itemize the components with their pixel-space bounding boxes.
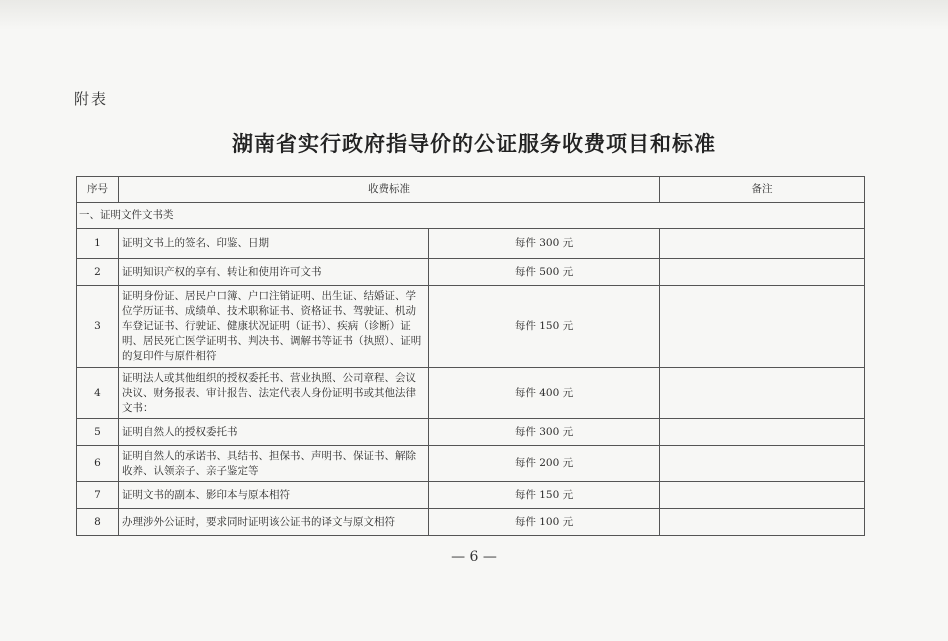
table-row	[77, 368, 865, 419]
header-standard: 收费标准	[119, 177, 660, 203]
row-number: 2	[77, 259, 119, 286]
row-number: 6	[77, 446, 119, 482]
header-remark: 备注	[660, 177, 865, 203]
header-seq: 序号	[77, 177, 119, 203]
table-row	[77, 229, 865, 259]
row-fee: 每件 150 元	[429, 286, 660, 368]
row-remark	[660, 229, 865, 259]
document-title: 湖南省实行政府指导价的公证服务收费项目和标准	[232, 131, 716, 156]
row-number: 5	[77, 419, 119, 446]
row-number: 4	[77, 368, 119, 419]
table-row	[77, 259, 865, 286]
appendix-label: 附表	[74, 90, 109, 108]
row-fee: 每件 500 元	[429, 259, 660, 286]
row-item: 办理涉外公证时，要求同时证明该公证书的译文与原文相符	[119, 509, 429, 536]
row-item: 证明文书的副本、影印本与原本相符	[119, 482, 429, 509]
table-row	[77, 446, 865, 482]
row-remark	[660, 482, 865, 509]
row-fee: 每件 200 元	[429, 446, 660, 482]
row-fee: 每件 100 元	[429, 509, 660, 536]
row-remark	[660, 286, 865, 368]
row-number: 1	[77, 229, 119, 259]
row-fee: 每件 300 元	[429, 419, 660, 446]
table-row	[77, 419, 865, 446]
row-item: 证明文书上的签名、印鉴、日期	[119, 229, 429, 259]
row-remark	[660, 509, 865, 536]
row-number: 7	[77, 482, 119, 509]
row-item: 证明法人或其他组织的授权委托书、营业执照、公司章程、会议决议、财务报表、审计报告、法定代表人身份证明书或其他法律文书：	[119, 368, 429, 419]
row-remark	[660, 419, 865, 446]
fee-table	[76, 176, 865, 536]
row-item: 证明知识产权的享有、转让和使用许可文书	[119, 259, 429, 286]
row-fee: 每件 400 元	[429, 368, 660, 419]
table-header-row	[77, 177, 865, 203]
row-item: 证明自然人的承诺书、具结书、担保书、声明书、保证书、解除收养、认领亲子、亲子鉴定等	[119, 446, 429, 482]
row-remark	[660, 368, 865, 419]
table-row	[77, 509, 865, 536]
table-row	[77, 482, 865, 509]
row-remark	[660, 259, 865, 286]
scan-shadow	[0, 0, 948, 30]
row-fee: 每件 150 元	[429, 482, 660, 509]
row-remark	[660, 446, 865, 482]
row-fee: 每件 300 元	[429, 229, 660, 259]
section-row	[77, 203, 865, 229]
row-number: 8	[77, 509, 119, 536]
table-row	[77, 286, 865, 368]
section-title: 一、证明文件文书类	[77, 203, 865, 229]
row-number: 3	[77, 286, 119, 368]
row-item: 证明自然人的授权委托书	[119, 419, 429, 446]
page-number: — 6 —	[451, 549, 497, 565]
row-item: 证明身份证、居民户口簿、户口注销证明、出生证、结婚证、学位学历证书、成绩单、技术职称证书、资格证书、驾驶证、机动车登记证书、行驶证、健康状况证明（证书）、疾病（诊断）证明、居民死亡医学证明书、判决书、调解书等证书（执照）、证明的复印件与原件相符	[119, 286, 429, 368]
